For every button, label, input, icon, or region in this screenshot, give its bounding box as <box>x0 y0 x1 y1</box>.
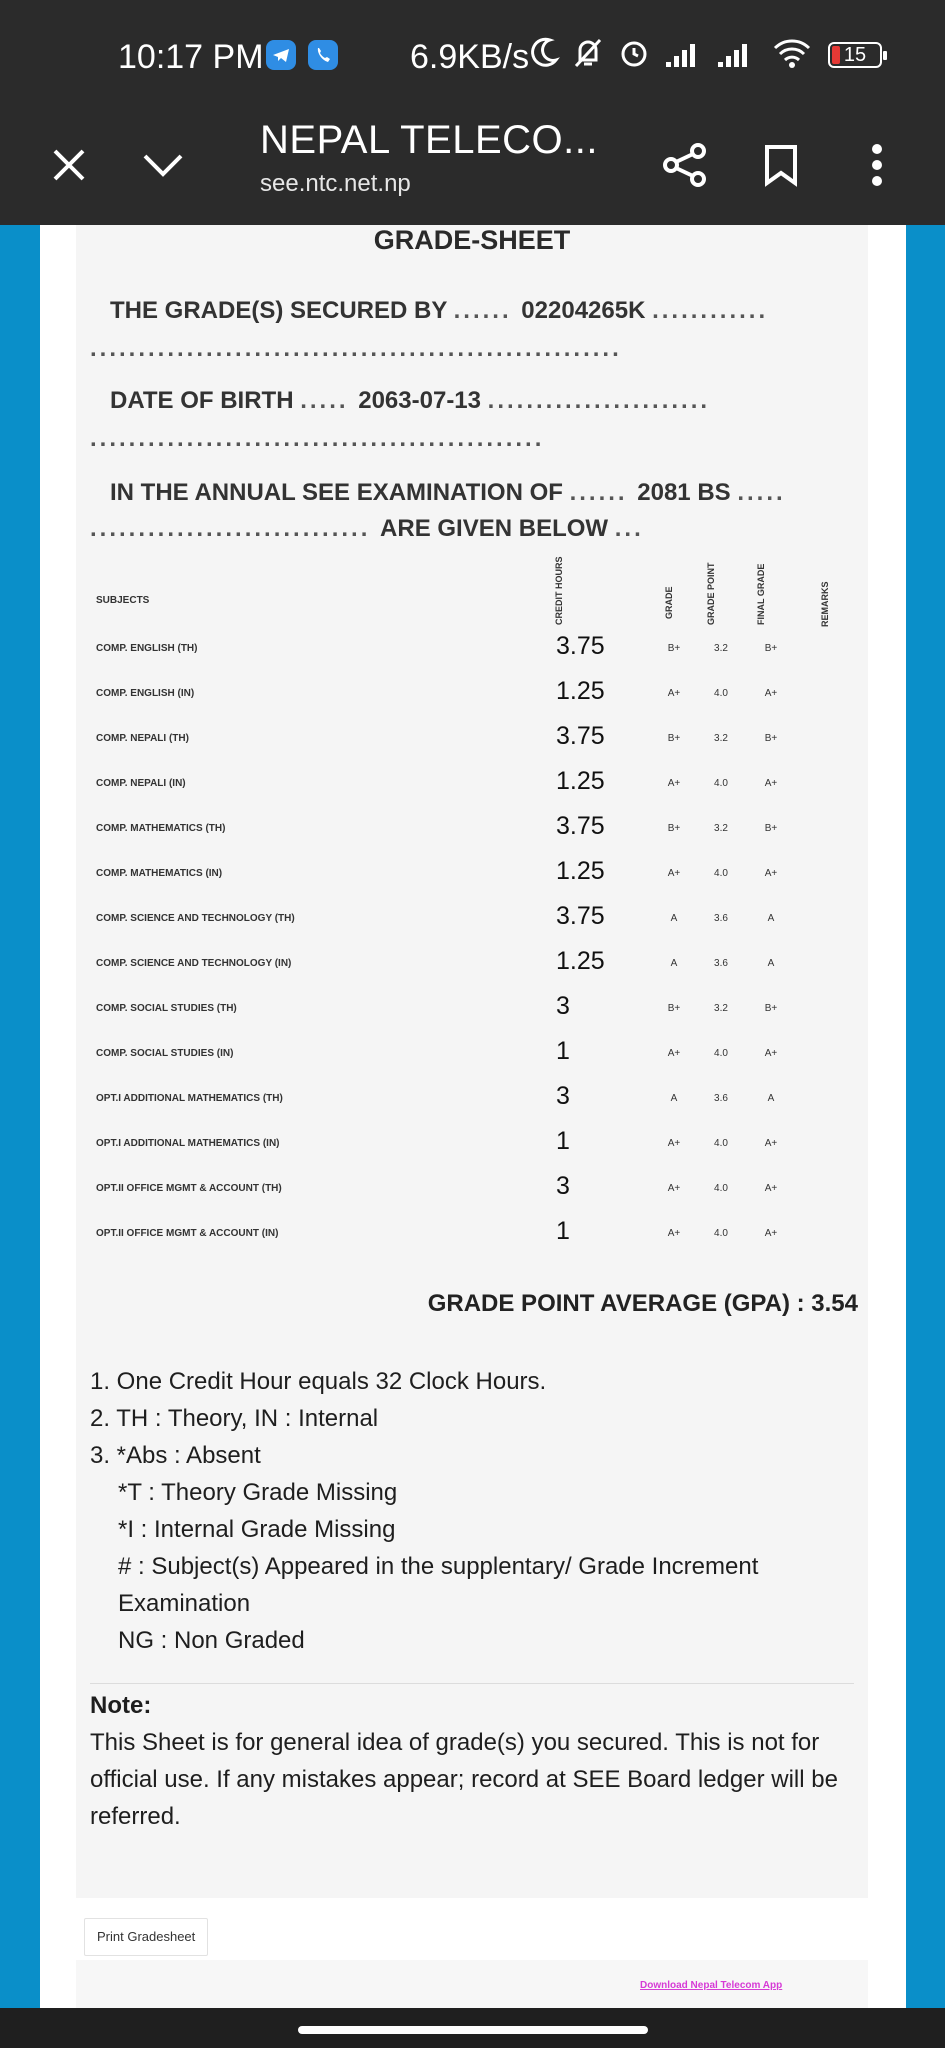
mute-icon <box>572 36 604 78</box>
moon-icon <box>530 36 560 78</box>
page-content <box>40 225 906 2008</box>
signal-icon <box>664 36 704 78</box>
dotted-line: ............................................... <box>90 425 545 452</box>
table-row: COMP. SOCIAL STUDIES (IN) 1 A+ 4.0 A+ <box>96 1037 778 1065</box>
chevron-down-icon[interactable] <box>128 130 198 200</box>
signal-icon-2 <box>716 36 756 78</box>
close-icon[interactable] <box>34 130 104 200</box>
home-gesture-handle[interactable] <box>298 2026 648 2034</box>
table-row: OPT.II OFFICE MGMT & ACCOUNT (TH) 3 A+ 4.0 A+ <box>96 1172 778 1200</box>
webview <box>0 225 945 2008</box>
table-row: COMP. MATHEMATICS (TH) 3.75 B+ 3.2 B+ <box>96 812 778 840</box>
page-url[interactable]: see.ntc.net.np <box>260 170 411 197</box>
given-below-line: ............................. ARE GIVEN BELOW ... <box>90 515 644 542</box>
note-item: 2. TH : Theory, IN : Internal <box>90 1405 379 1432</box>
more-options-icon[interactable] <box>842 130 912 200</box>
notes-list <box>90 1363 860 1659</box>
dob-line: DATE OF BIRTH ..... 2063-07-13 ....................... <box>110 387 711 414</box>
table-row: OPT.I ADDITIONAL MATHEMATICS (IN) 1 A+ 4.0 A+ <box>96 1127 778 1155</box>
grade-sheet <box>76 225 868 1898</box>
grade-sheet-heading: GRADE-SHEET <box>373 225 571 255</box>
final-grade-header: FINAL GRADE <box>756 563 766 625</box>
secured-by-line: THE GRADE(S) SECURED BY ...... 02204265K ............ <box>110 297 769 324</box>
credit-hours-header: CREDIT HOURS <box>554 556 564 625</box>
table-row: COMP. SCIENCE AND TECHNOLOGY (TH) 3.75 A 3.6 A <box>96 902 775 930</box>
table-row: COMP. NEPALI (IN) 1.25 A+ 4.0 A+ <box>96 767 778 795</box>
table-row: OPT.I ADDITIONAL MATHEMATICS (TH) 3 A 3.6 A <box>96 1082 775 1110</box>
print-gradesheet-button[interactable]: Print Gradesheet <box>84 1918 208 1956</box>
subjects-header: SUBJECTS <box>96 595 150 606</box>
table-row: COMP. NEPALI (TH) 3.75 B+ 3.2 B+ <box>96 722 778 750</box>
table-row: COMP. ENGLISH (IN) 1.25 A+ 4.0 A+ <box>96 677 778 705</box>
exam-label: IN THE ANNUAL SEE EXAMINATION OF <box>110 479 563 506</box>
status-bar <box>0 0 945 110</box>
dob-value: 2063-07-13 <box>358 387 481 414</box>
table-row: COMP. SOCIAL STUDIES (TH) 3 B+ 3.2 B+ <box>96 992 778 1020</box>
phone-app-icon <box>308 40 338 70</box>
alarm-icon <box>618 36 650 78</box>
given-below-text: ARE GIVEN BELOW <box>380 515 609 542</box>
table-row: COMP. MATHEMATICS (IN) 1.25 A+ 4.0 A+ <box>96 857 778 885</box>
note-item: 1. One Credit Hour equals 32 Clock Hours. <box>90 1368 547 1395</box>
table-row: COMP. ENGLISH (TH) 3.75 B+ 3.2 B+ <box>96 632 778 660</box>
disclaimer <box>90 1687 860 1835</box>
battery-indicator: 15 <box>828 42 882 68</box>
divider <box>90 1683 854 1684</box>
browser-toolbar <box>0 110 945 225</box>
bookmark-icon[interactable] <box>746 130 816 200</box>
gpa-summary: GRADE POINT AVERAGE (GPA) : 3.54 <box>427 1290 858 1317</box>
dotted-line: ....................................................... <box>90 335 622 362</box>
wifi-icon <box>772 36 812 78</box>
note-text: This Sheet is for general idea of grade(s) you secured. This is not for official use. If any mistakes appear; record at SEE Board ledger will be referred. <box>90 1729 838 1830</box>
grade-point-header: GRADE POINT <box>706 562 716 625</box>
table-row: COMP. SCIENCE AND TECHNOLOGY (IN) 1.25 A 3.6 A <box>96 947 775 975</box>
note-item: *I : Internal Grade Missing <box>118 1516 396 1543</box>
dob-label: DATE OF BIRTH <box>110 387 294 414</box>
remarks-header: REMARKS <box>820 581 830 627</box>
note-item: 3. *Abs : Absent <box>90 1442 261 1469</box>
network-speed: 6.9KB/s <box>410 38 530 76</box>
note-item: # : Subject(s) Appeared in the supplentary/ Grade Increment Examination <box>118 1553 759 1617</box>
note-item: NG : Non Graded <box>118 1627 305 1654</box>
download-app-link[interactable]: Download Nepal Telecom App <box>640 1980 783 1991</box>
symbol-number: 02204265K <box>521 297 646 324</box>
page-title: NEPAL TELECO... <box>260 118 598 162</box>
clock: 10:17 PM <box>118 38 264 76</box>
exam-line: IN THE ANNUAL SEE EXAMINATION OF ...... 2081 BS ..... <box>110 479 786 506</box>
table-row: OPT.II OFFICE MGMT & ACCOUNT (IN) 1 A+ 4.0 A+ <box>96 1217 778 1245</box>
note-item: *T : Theory Grade Missing <box>118 1479 398 1506</box>
secured-by-label: THE GRADE(S) SECURED BY <box>110 297 447 324</box>
grade-header: GRADE <box>664 586 674 619</box>
note-title: Note: <box>90 1692 152 1719</box>
exam-year: 2081 BS <box>637 479 731 506</box>
telegram-icon <box>266 40 296 70</box>
navigation-bar <box>0 2008 945 2048</box>
share-icon[interactable] <box>650 130 720 200</box>
